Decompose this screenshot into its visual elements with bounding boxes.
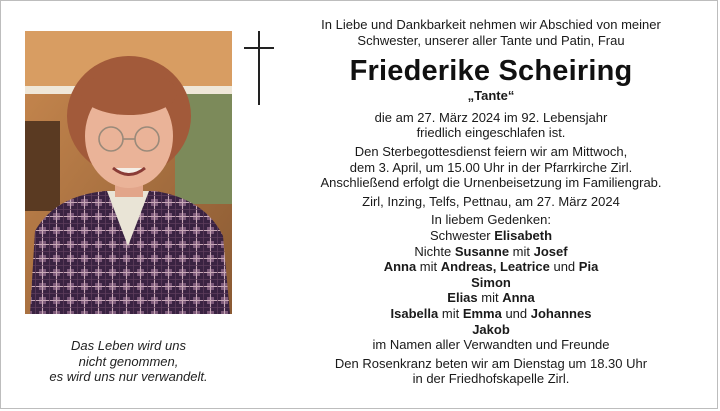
mourner-line: Anna mit Andreas, Leatrice und Pia — [383, 259, 599, 275]
service-line: Den Sterbegottesdienst feiern wir am Mittwoch, — [354, 143, 628, 159]
intro-line: Schwester, unserer aller Tante und Patin, Frau — [357, 32, 625, 48]
quote-line: es wird uns nur verwandelt. — [49, 369, 208, 384]
mourner-line: Jakob — [472, 321, 510, 337]
death-line: die am 27. März 2024 im 92. Lebensjahr — [374, 109, 608, 125]
rosary-line: Den Rosenkranz beten wir am Dienstag um 18.30 Uhr — [334, 355, 648, 371]
place-date: Zirl, Inzing, Telfs, Pettnau, am 27. März 2024 — [362, 193, 620, 209]
cross-icon — [244, 31, 274, 105]
nickname: „Tante“ — [467, 88, 515, 104]
mourner-line: Simon — [471, 274, 511, 290]
service-line: dem 3. April, um 15.00 Uhr in der Pfarrkirche Zirl. — [349, 159, 633, 175]
deceased-name: Friederike Scheiring — [349, 55, 633, 88]
quote — [25, 338, 232, 385]
rosary-line: in der Friedhofskapelle Zirl. — [412, 371, 570, 387]
quote-line: nicht genommen, — [78, 353, 179, 369]
mourner-line: Isabella mit Emma und Johannes — [390, 305, 592, 321]
mourner-line: Elias mit Anna — [447, 290, 535, 306]
memory-intro: In liebem Gedenken: — [431, 212, 551, 228]
death-line: friedlich eingeschlafen ist. — [416, 125, 566, 141]
family-line: im Namen aller Verwandten und Freunde — [372, 337, 610, 353]
service-line: Anschließend erfolgt die Urnenbeisetzung im Familiengrab. — [320, 175, 662, 191]
mourner-line: Nichte Susanne mit Josef — [414, 243, 568, 259]
portrait-photo — [25, 31, 232, 314]
quote-line: Das Leben wird uns — [71, 338, 186, 353]
mourner-line: Schwester Elisabeth — [429, 227, 553, 243]
intro-line: In Liebe und Dankbarkeit nehmen wir Abschied von meiner — [321, 17, 661, 32]
notice-text — [301, 17, 681, 387]
